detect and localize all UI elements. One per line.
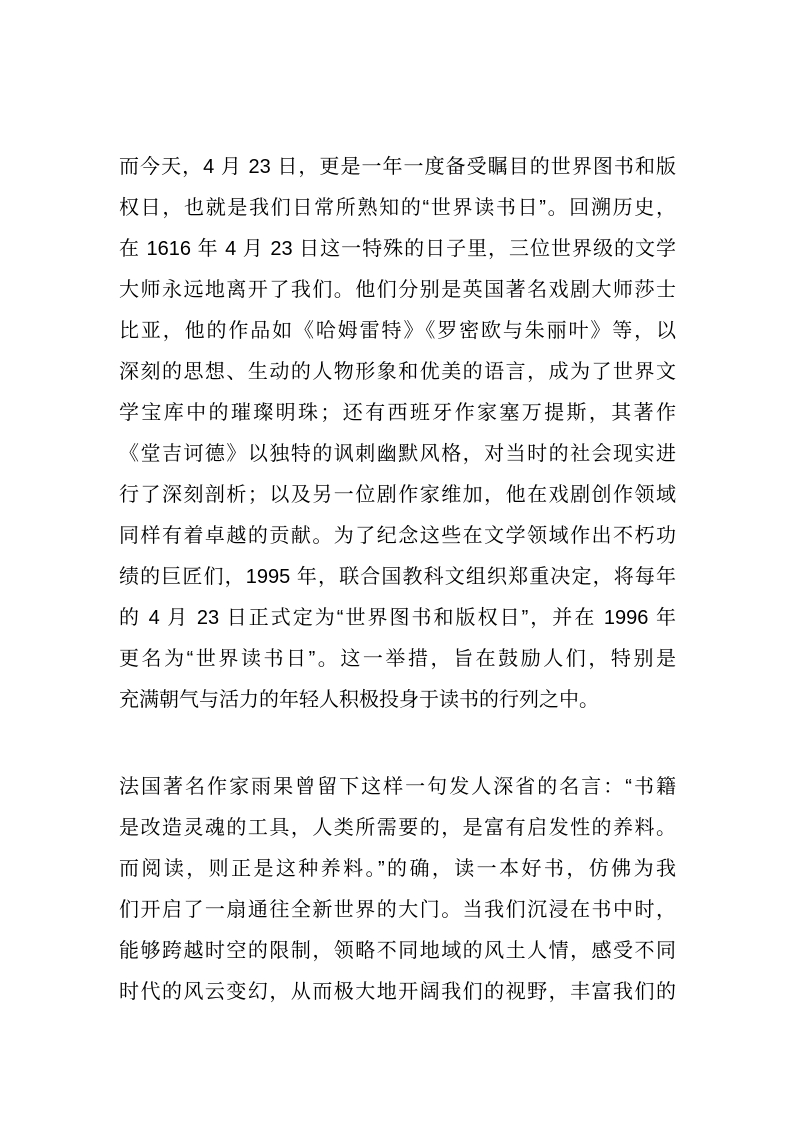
text-line: 更名为“世界读书日”。这一举措，旨在鼓励人们，特别是 xyxy=(119,648,676,670)
paragraph-hugo-quote-reading xyxy=(119,767,676,1013)
paragraph-world-book-day-history xyxy=(119,147,676,721)
text-line: 学宝库中的璀璨明珠；还有西班牙作家塞万提斯，其著作 xyxy=(119,402,676,424)
text-line: 行了深刻剖析；以及另一位剧作家维加，他在戏剧创作领域 xyxy=(119,484,676,506)
text-line: 时代的风云变幻，从而极大地开阔我们的视野，丰富我们的 xyxy=(119,981,676,1003)
text-line: 同样有着卓越的贡献。为了纪念这些在文学领域作出不朽功 xyxy=(119,525,676,547)
text-line: 深刻的思想、生动的人物形象和优美的语言，成为了世界文 xyxy=(119,361,676,383)
text-line: 大师永远地离开了我们。他们分别是英国著名戏剧大师莎士 xyxy=(119,279,676,301)
text-line: 法国著名作家雨果曾留下这样一句发人深省的名言：“书籍 xyxy=(119,776,676,798)
text-line: 们开启了一扇通往全新世界的大门。当我们沉浸在书中时， xyxy=(119,899,676,921)
text-line: 比亚，他的作品如《哈姆雷特》《罗密欧与朱丽叶》等，以 xyxy=(119,320,676,342)
text-line: 的 4 月 23 日正式定为“世界图书和版权日”，并在 1996 年 xyxy=(119,607,676,629)
text-line: 在 1616 年 4 月 23 日这一特殊的日子里，三位世界级的文学 xyxy=(119,238,676,260)
text-line: 能够跨越时空的限制，领略不同地域的风土人情，感受不同 xyxy=(119,940,676,962)
text-line: 权日，也就是我们日常所熟知的“世界读书日”。回溯历史， xyxy=(119,197,676,219)
text-line: 而阅读，则正是这种养料。”的确，读一本好书，仿佛为我 xyxy=(119,858,676,880)
text-line: 充满朝气与活力的年轻人积极投身于读书的行列之中。 xyxy=(119,689,599,711)
text-line: 《堂吉诃德》以独特的讽刺幽默风格，对当时的社会现实进 xyxy=(119,443,676,465)
text-line: 是改造灵魂的工具，人类所需要的，是富有启发性的养料。 xyxy=(119,817,676,839)
text-line: 而今天，4 月 23 日，更是一年一度备受瞩目的世界图书和版 xyxy=(119,156,676,178)
document-body xyxy=(119,147,676,1013)
text-line: 绩的巨匠们，1995 年，联合国教科文组织郑重决定，将每年 xyxy=(119,566,676,588)
